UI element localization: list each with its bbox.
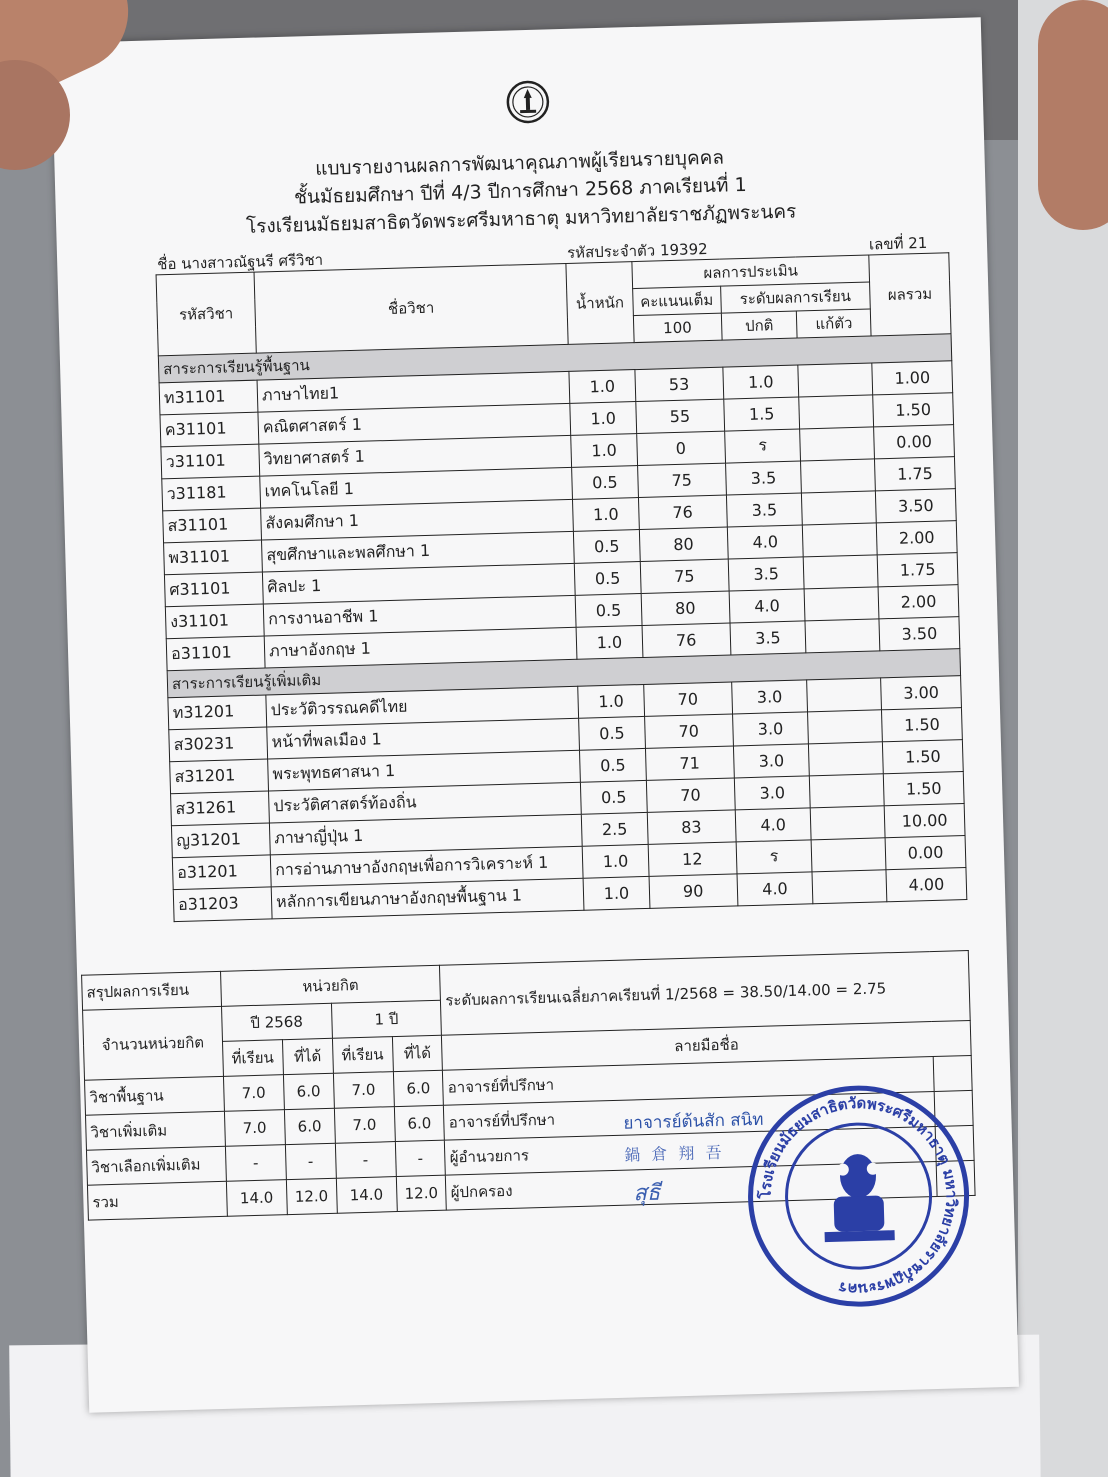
report-card-paper <box>51 17 1019 1412</box>
cell-weight: 0.5 <box>580 748 647 782</box>
cell-name: ประวัติวรรณคดีไทย <box>266 686 579 727</box>
summary-cell-b: 12.0 <box>286 1178 337 1214</box>
cell-grade: 3.5 <box>725 461 802 495</box>
cell-name: ศิลปะ 1 <box>262 563 575 604</box>
advisor-signature-1: ยาจารย์ต้นสัก สนิท <box>623 1109 764 1134</box>
summary-cell-a: 7.0 <box>223 1075 284 1112</box>
cell-grade: 4.0 <box>735 808 812 842</box>
summary-earned-2: ที่ได้ <box>392 1035 443 1071</box>
cell-score: 70 <box>646 778 735 812</box>
report-class-term: ชั้นมัธยมศึกษา ปีที่ 4/3 ปีการศึกษา 2568 ภาคเรียนที่ 1 <box>293 173 747 209</box>
cell-score: 76 <box>638 495 727 529</box>
cell-name: การอ่านภาษาอังกฤษเพื่อการวิเคราะห์ 1 <box>270 846 583 887</box>
cell-score: 0 <box>636 431 725 465</box>
cell-total: 1.00 <box>872 361 953 395</box>
cell-score: 71 <box>645 746 734 780</box>
cell-total: 4.00 <box>886 868 967 902</box>
cell-grade: 3.5 <box>726 493 803 527</box>
cell-fix <box>808 710 883 744</box>
cell-total: 3.50 <box>879 617 960 651</box>
summary-cell-c: 7.0 <box>333 1072 394 1109</box>
student-number: เลขที่ 21 <box>868 233 928 254</box>
cell-fix <box>811 838 886 872</box>
summary-cell-d: 6.0 <box>394 1105 445 1141</box>
summary-title: สรุปผลการเรียน <box>82 971 222 1010</box>
cell-grade: ร <box>736 840 813 874</box>
cell-weight: 1.0 <box>571 434 638 468</box>
summary-cell-label: รวม <box>87 1181 227 1220</box>
summary-cell-role: ผู้อำนวยการ <box>445 1126 936 1175</box>
cell-weight: 1.0 <box>576 625 643 659</box>
cell-grade: 4.0 <box>727 525 804 559</box>
summary-one-year: 1 ปี <box>331 1000 442 1038</box>
cell-fix <box>811 806 886 840</box>
cell-fix <box>800 427 875 461</box>
cell-grade: 1.5 <box>723 397 800 431</box>
student-name: ชื่อ นางสาวณัฐนรี ศรีวิชา <box>157 250 324 274</box>
col-total: ผลรวม <box>869 253 951 336</box>
school-stamp-seal <box>740 1078 976 1314</box>
summary-cell-role: ผู้ปกครอง <box>446 1161 937 1210</box>
cell-total: 3.00 <box>881 676 962 710</box>
cell-fix <box>807 678 882 712</box>
cell-code: ส31261 <box>171 791 270 826</box>
cell-name: วิทยาศาสตร์ 1 <box>259 435 572 476</box>
summary-cell-a: 14.0 <box>226 1180 287 1217</box>
cell-code: อ31101 <box>166 636 265 671</box>
cell-grade: 4.0 <box>737 872 814 906</box>
cell-total: 1.50 <box>883 740 964 774</box>
cell-code: อ31201 <box>172 855 271 890</box>
cell-total: 1.50 <box>883 772 964 806</box>
col-fix: แก้ตัว <box>797 309 871 338</box>
cell-name: ประวัติศาสตร์ท้องถิ่น <box>269 782 582 823</box>
cell-weight: 2.5 <box>581 812 648 846</box>
cell-fix <box>799 395 874 429</box>
cell-code: ง31101 <box>165 604 264 639</box>
cell-fix <box>805 619 880 653</box>
cell-score: 75 <box>640 559 729 593</box>
cell-total: 1.75 <box>875 457 956 491</box>
cell-grade: 3.0 <box>731 680 808 714</box>
student-id: รหัสประจำตัว 19392 <box>566 240 708 262</box>
cell-code: พ31101 <box>164 540 263 575</box>
cell-total: 1.75 <box>877 553 958 587</box>
cell-fix <box>810 774 885 808</box>
summary-units: หน่วยกิต <box>220 965 441 1006</box>
cell-fix <box>804 587 879 621</box>
summary-cell-label: วิชาเลือกเพิ่มเติม <box>86 1146 226 1185</box>
cell-grade: 3.5 <box>728 557 805 591</box>
cell-code: ค31101 <box>160 412 259 447</box>
cell-name: ภาษาไทย1 <box>257 371 570 412</box>
cell-weight: 1.0 <box>578 684 645 718</box>
cell-score: 12 <box>648 842 737 876</box>
cell-weight: 1.0 <box>583 876 650 910</box>
cell-total: 1.50 <box>882 708 963 742</box>
section-title: สาระการเรียนรู้เพิ่มเติม <box>167 649 960 698</box>
cell-score: 70 <box>644 714 733 748</box>
summary-cell-a: - <box>225 1145 286 1182</box>
report-title: แบบรายงานผลการพัฒนาคุณภาพผู้เรียนรายบุคคล <box>314 146 725 180</box>
cell-grade: 3.0 <box>732 712 809 746</box>
summary-cell-c: 14.0 <box>336 1177 397 1214</box>
summary-enrolled-2: ที่เรียน <box>332 1037 393 1074</box>
cell-fix <box>809 742 884 776</box>
cell-name: ภาษาญี่ปุ่น 1 <box>269 814 582 855</box>
cell-weight: 1.0 <box>570 402 637 436</box>
cell-weight: 1.0 <box>582 844 649 878</box>
cell-total: 0.00 <box>885 836 966 870</box>
summary-cell-role: อาจารย์ที่ปรึกษา <box>444 1092 935 1141</box>
cell-score: 75 <box>637 463 726 497</box>
summary-cell-label: วิชาเพิ่มเติม <box>85 1111 225 1150</box>
cell-grade: 4.0 <box>729 589 806 623</box>
signature-header: ลายมือชื่อ <box>442 1020 971 1070</box>
cell-total: 3.50 <box>876 489 957 523</box>
summary-cell-c: - <box>335 1142 396 1179</box>
summary-enrolled-1: ที่เรียน <box>222 1040 283 1077</box>
cell-fix <box>803 523 878 557</box>
col-normal: ปกติ <box>721 311 797 340</box>
section-title: สาระการเรียนรู้พื้นฐาน <box>158 334 951 383</box>
cell-grade: 1.0 <box>723 365 800 399</box>
summary-cell-b: 6.0 <box>284 1108 335 1144</box>
cell-name: การงานอาชีพ 1 <box>263 595 576 636</box>
cell-weight: 0.5 <box>581 780 648 814</box>
cell-code: ส31201 <box>170 759 269 794</box>
cell-fix <box>804 555 879 589</box>
summary-cell-d: 6.0 <box>393 1070 444 1106</box>
cell-score: 90 <box>649 874 738 908</box>
cell-grade: 3.5 <box>730 621 807 655</box>
cell-grade: 3.0 <box>734 776 811 810</box>
cell-score: 53 <box>635 367 724 401</box>
cell-weight: 0.5 <box>574 562 641 596</box>
cell-score: 76 <box>642 623 731 657</box>
cell-name: สังคมศึกษา 1 <box>261 499 574 540</box>
col-weight: น้ำหนัก <box>566 262 634 345</box>
cell-total: 10.00 <box>884 804 965 838</box>
col-grade-level: ระดับผลการเรียน <box>720 282 870 313</box>
cell-name: ภาษาอังกฤษ 1 <box>264 627 577 668</box>
summary-cell-b: - <box>285 1143 336 1179</box>
advisor-signature-2: 鍋 倉 翔 吾 <box>624 1142 725 1165</box>
cell-code: อ31203 <box>173 887 272 922</box>
summary-cell-role: อาจารย์ที่ปรึกษา <box>443 1057 934 1106</box>
report-school: โรงเรียนมัธยมสาธิตวัดพระศรีมหาธาตุ มหาวิทยาลัยราชภัฏพระนคร <box>245 200 797 238</box>
school-emblem-icon <box>505 79 550 124</box>
cell-fix <box>798 363 873 397</box>
cell-weight: 1.0 <box>569 370 636 404</box>
director-signature: สุธี <box>633 1180 661 1207</box>
summary-cell-b: 6.0 <box>283 1073 334 1109</box>
cell-code: ท31101 <box>159 380 258 415</box>
cell-code: ท31201 <box>168 695 267 730</box>
cell-name: พระพุทธศาสนา 1 <box>268 750 581 791</box>
cell-score: 70 <box>643 682 732 716</box>
cell-grade: 3.0 <box>733 744 810 778</box>
cell-fix <box>801 459 876 493</box>
cell-total: 2.00 <box>878 585 959 619</box>
cell-name: คณิตศาสตร์ 1 <box>258 403 571 444</box>
cell-fix <box>812 870 887 904</box>
cell-code: ส31101 <box>163 508 262 543</box>
stamp-emblem-icon <box>822 1153 894 1242</box>
summary-cell-d: - <box>395 1140 446 1176</box>
cell-code: ศ31101 <box>164 572 263 607</box>
summary-cell-label: วิชาพื้นฐาน <box>85 1076 225 1115</box>
summary-year: ปี 2568 <box>221 1003 332 1041</box>
cell-name: สุขศึกษาและพลศึกษา 1 <box>261 531 574 572</box>
hand-finger-right <box>1038 0 1108 230</box>
stamp-text: โรงเรียนมัธยมสาธิตวัดพระศรีมหาธาตุ มหาวิทยาลัยราชภัฏพระนคร <box>756 1094 961 1299</box>
col-code: รหัสวิชา <box>156 272 256 356</box>
summary-cell-c: 7.0 <box>334 1107 395 1144</box>
cell-weight: 0.5 <box>572 466 639 500</box>
cell-code: ว31181 <box>162 476 261 511</box>
grades-body <box>158 334 966 922</box>
col-full-score-value: 100 <box>633 313 722 342</box>
cell-weight: 0.5 <box>575 593 642 627</box>
col-name: ชื่อวิชา <box>254 263 568 353</box>
cell-total: 0.00 <box>874 425 955 459</box>
summary-cell-a: 7.0 <box>224 1110 285 1147</box>
cell-score: 55 <box>636 399 725 433</box>
cell-weight: 0.5 <box>579 716 646 750</box>
cell-score: 80 <box>639 527 728 561</box>
cell-name: หน้าที่พลเมือง 1 <box>267 718 580 759</box>
cell-code: ญ31201 <box>171 823 270 858</box>
cell-score: 80 <box>641 591 730 625</box>
summary-unit-count: จำนวนหน่วยกิต <box>83 1006 224 1080</box>
cell-fix <box>802 491 877 525</box>
cell-total: 2.00 <box>876 521 957 555</box>
summary-earned-1: ที่ได้ <box>282 1038 333 1074</box>
cell-name: หลักการเขียนภาษาอังกฤษพื้นฐาน 1 <box>271 878 584 919</box>
gpa-text: ระดับผลการเรียนเฉลี่ยภาคเรียนที่ 1/2568 = 38.50/14.00 = 2.75 <box>440 950 970 1035</box>
summary-cell-d: 12.0 <box>396 1175 447 1211</box>
cell-grade: ร <box>724 429 801 463</box>
cell-code: ส30231 <box>169 727 268 762</box>
col-full-score: คะแนนเต็ม <box>632 286 721 315</box>
cell-name: เทคโนโลยี 1 <box>260 467 573 508</box>
cell-weight: 1.0 <box>573 498 640 532</box>
grades-table <box>156 252 968 922</box>
cell-code: ว31101 <box>161 444 260 479</box>
cell-score: 83 <box>647 810 736 844</box>
col-evaluation: ผลการประเมิน <box>632 255 870 289</box>
cell-total: 1.50 <box>873 393 954 427</box>
cell-weight: 0.5 <box>574 530 641 564</box>
